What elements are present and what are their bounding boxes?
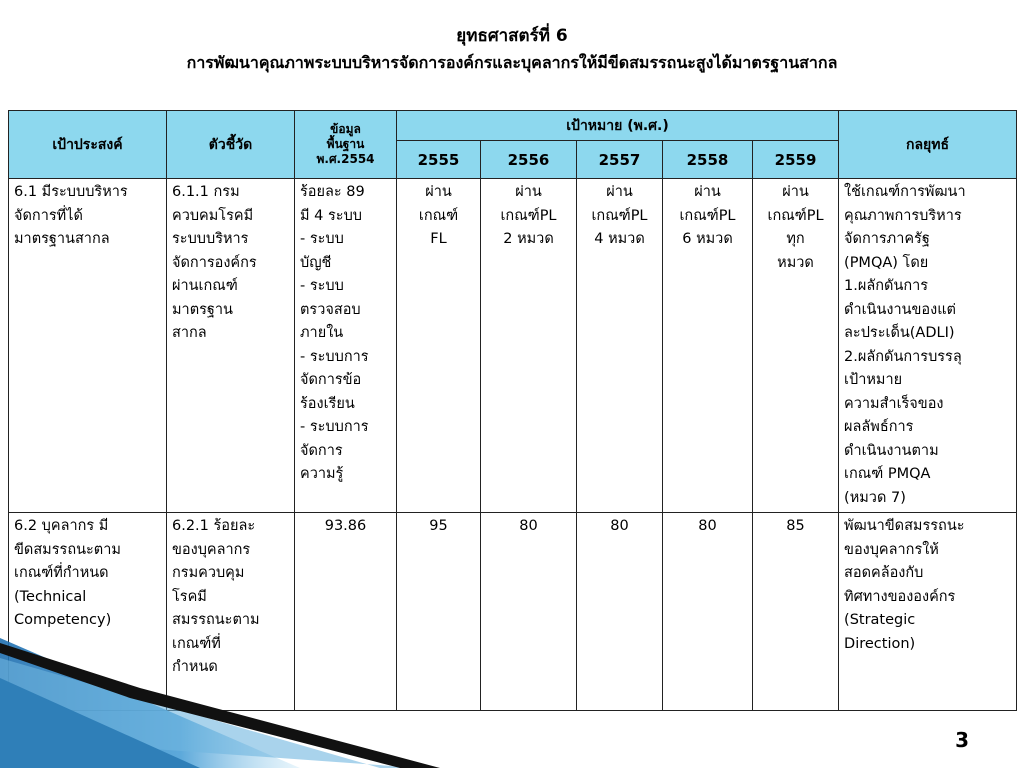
header-indicator: ตัวชี้วัด xyxy=(167,111,295,179)
row-target-2558: 80 xyxy=(663,513,753,711)
row-target-2559: 85 xyxy=(753,513,839,711)
header-year-2559: 2559 xyxy=(753,141,839,179)
title-line-2: การพัฒนาคุณภาพระบบบริหารจัดการองค์กรและบุคลากรให้มีขีดสมรรถนะสูงได้มาตรฐานสากล xyxy=(186,53,838,72)
header-objective: เป้าประสงค์ xyxy=(9,111,167,179)
row-baseline: 93.86 xyxy=(295,513,397,711)
row-target-2555: 95 xyxy=(397,513,481,711)
header-year-2557: 2557 xyxy=(577,141,663,179)
row-target-2558: ผ่าน เกณฑ์PL 6 หมวด xyxy=(663,179,753,513)
title-line-1: ยุทธศาสตร์ที่ 6 xyxy=(456,26,568,46)
row-target-2557: 80 xyxy=(577,513,663,711)
header-strategy: กลยุทธ์ xyxy=(839,111,1017,179)
row-target-2557: ผ่าน เกณฑ์PL 4 หมวด xyxy=(577,179,663,513)
row-target-2556: ผ่าน เกณฑ์PL 2 หมวด xyxy=(481,179,577,513)
table-row xyxy=(9,179,1017,513)
header-targets: เป้าหมาย (พ.ศ.) xyxy=(397,111,839,141)
row-baseline: ร้อยละ 89 มี 4 ระบบ - ระบบ บัญชี - ระบบ ตรวจสอบ ภายใน - ระบบการ จัดการข้อ ร้องเรียน - ระบบการ จัดการ ความรู้ xyxy=(295,179,397,513)
row-target-2559: ผ่าน เกณฑ์PL ทุก หมวด xyxy=(753,179,839,513)
row-objective: 6.1 มีระบบบริหาร จัดการที่ได้ มาตรฐานสากล xyxy=(9,179,167,513)
row-indicator: 6.1.1 กรม ควบคมโรคมี ระบบบริหาร จัดการองค์กร ผ่านเกณฑ์ มาตรฐาน สากล xyxy=(167,179,295,513)
row-indicator: 6.2.1 ร้อยละ ของบุคลากร กรมควบคุม โรคมี สมรรถนะตาม เกณฑ์ที่ กำหนด xyxy=(167,513,295,711)
decorative-swoosh xyxy=(0,618,440,768)
row-objective: 6.2 บุคลากร มี ขีดสมรรถนะตาม เกณฑ์ที่กำหนด (Technical Competency) xyxy=(9,513,167,711)
header-year-2555: 2555 xyxy=(397,141,481,179)
header-baseline: ข้อมูล พื้นฐาน พ.ศ.2554 xyxy=(295,111,397,179)
row-target-2556: 80 xyxy=(481,513,577,711)
page-number: 3 xyxy=(955,728,969,752)
header-year-2556: 2556 xyxy=(481,141,577,179)
row-target-2555: ผ่าน เกณฑ์ FL xyxy=(397,179,481,513)
row-strategy: พัฒนาขีดสมรรถนะ ของบุคลากรให้ สอดคล้องกับ ทิศทางขององค์กร (Strategic Direction) xyxy=(839,513,1017,711)
slide-title xyxy=(0,22,1024,76)
row-strategy: ใช้เกณฑ์การพัฒนา คุณภาพการบริหาร จัดการภาครัฐ (PMQA) โดย 1.ผลักดันการ ดำเนินงานของแต่ ละประเด็น(ADLI) 2.ผลักดันการบรรลุ เป้าหมาย ความสำเร็จของ ผลลัพธ์การ ดำเนินงานตาม เกณฑ์ PMQA (หมวด 7) xyxy=(839,179,1017,513)
header-year-2558: 2558 xyxy=(663,141,753,179)
